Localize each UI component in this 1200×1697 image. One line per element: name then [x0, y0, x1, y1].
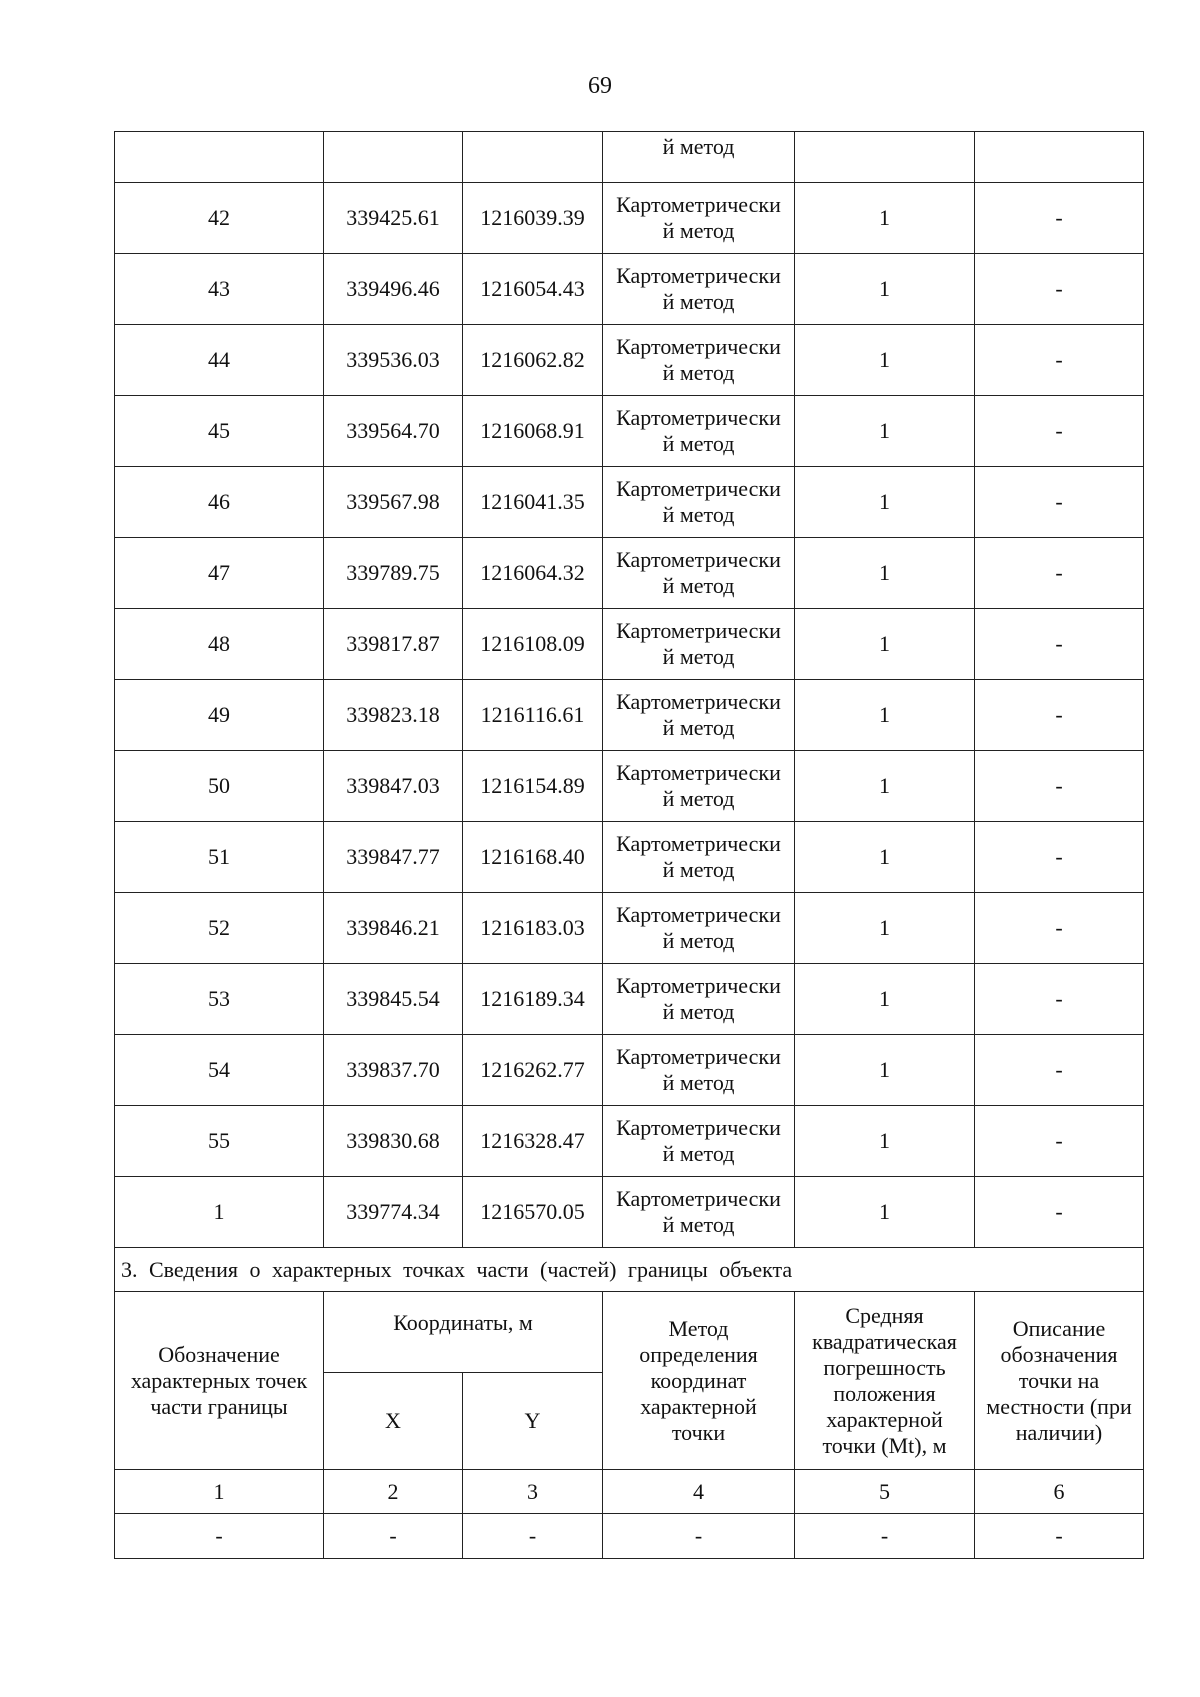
header-line: обозначения [1000, 1341, 1118, 1367]
cell-desc: - [975, 1177, 1144, 1248]
cell-x [324, 132, 463, 183]
cell-x: 339847.03 [324, 751, 463, 822]
boundary-points-table [114, 131, 1144, 1559]
cell-x: 339496.46 [324, 254, 463, 325]
cell-method [603, 538, 795, 609]
cell-point: 46 [115, 467, 324, 538]
empty-cell: - [795, 1514, 975, 1559]
cell-desc [975, 132, 1144, 183]
method-line1: Картометрически [616, 334, 781, 359]
cell-y [463, 132, 603, 183]
header-mt [795, 1292, 975, 1470]
cell-desc: - [975, 964, 1144, 1035]
method-line1: Картометрически [616, 1186, 781, 1211]
column-numbers-row [115, 1470, 1144, 1514]
cell-desc: - [975, 467, 1144, 538]
header-line: Метод [668, 1315, 729, 1341]
column-number: 3 [463, 1470, 603, 1514]
header-line: точки [671, 1419, 726, 1445]
cell-point [115, 132, 324, 183]
cell-method [603, 396, 795, 467]
header-line: характерных точек [130, 1367, 308, 1393]
method-line1: Картометрически [616, 831, 781, 856]
table-row [115, 467, 1144, 538]
cell-point: 54 [115, 1035, 324, 1106]
empty-cell: - [324, 1514, 463, 1559]
method-line2: й метод [662, 218, 735, 243]
table-row [115, 964, 1144, 1035]
cell-mt: 1 [795, 254, 975, 325]
method-line2: й метод [662, 857, 735, 882]
cell-desc: - [975, 538, 1144, 609]
cell-desc: - [975, 609, 1144, 680]
method-line2: й метод [662, 644, 735, 669]
cell-method [603, 609, 795, 680]
header-coordinates: Координаты, м [324, 1292, 603, 1373]
empty-cell: - [115, 1514, 324, 1559]
method-line1: Картометрически [616, 263, 781, 288]
header-line: точки (Mt), м [822, 1432, 947, 1458]
header-method [603, 1292, 795, 1470]
method-line1: Картометрически [616, 192, 781, 217]
header-y: Y [463, 1373, 603, 1470]
empty-cell: - [463, 1514, 603, 1559]
cell-x: 339837.70 [324, 1035, 463, 1106]
cell-desc: - [975, 822, 1144, 893]
page-number: 69 [588, 73, 612, 99]
table-row [115, 680, 1144, 751]
cell-mt: 1 [795, 822, 975, 893]
method-line2: й метод [662, 1070, 735, 1095]
cell-point: 55 [115, 1106, 324, 1177]
cell-point: 52 [115, 893, 324, 964]
cell-desc: - [975, 183, 1144, 254]
method-line2: й метод [662, 786, 735, 811]
cell-mt: 1 [795, 396, 975, 467]
table-row [115, 1177, 1144, 1248]
table-row [115, 609, 1144, 680]
cell-x: 339564.70 [324, 396, 463, 467]
cell-desc: - [975, 254, 1144, 325]
cell-mt: 1 [795, 467, 975, 538]
header-line: части границы [150, 1393, 288, 1419]
cell-method [603, 183, 795, 254]
cell-point: 45 [115, 396, 324, 467]
column-number: 4 [603, 1470, 795, 1514]
continued-row [115, 132, 1144, 183]
cell-method [603, 325, 795, 396]
cell-y: 1216154.89 [463, 751, 603, 822]
cell-mt: 1 [795, 1035, 975, 1106]
cell-desc: - [975, 396, 1144, 467]
cell-mt: 1 [795, 680, 975, 751]
method-line2: й метод [662, 928, 735, 953]
cell-mt: 1 [795, 183, 975, 254]
header-line: определения [639, 1341, 758, 1367]
cell-y: 1216054.43 [463, 254, 603, 325]
cell-point: 47 [115, 538, 324, 609]
method-line1: Картометрически [616, 547, 781, 572]
cell-x: 339845.54 [324, 964, 463, 1035]
cell-x: 339789.75 [324, 538, 463, 609]
cell-x: 339425.61 [324, 183, 463, 254]
table-row [115, 1035, 1144, 1106]
header-line: координат [650, 1367, 747, 1393]
header-designation [115, 1292, 324, 1470]
table-row [115, 822, 1144, 893]
method-line2: й метод [662, 1141, 735, 1166]
cell-x: 339567.98 [324, 467, 463, 538]
header-line: положения [833, 1380, 936, 1406]
cell-y: 1216328.47 [463, 1106, 603, 1177]
method-line1: Картометрически [616, 476, 781, 501]
cell-mt: 1 [795, 964, 975, 1035]
cell-point: 42 [115, 183, 324, 254]
cell-mt: 1 [795, 751, 975, 822]
method-line2: й метод [662, 1212, 735, 1237]
method-line2: й метод [662, 573, 735, 598]
cell-y: 1216262.77 [463, 1035, 603, 1106]
method-line1: Картометрически [616, 1044, 781, 1069]
cell-desc: - [975, 751, 1144, 822]
table-row [115, 751, 1144, 822]
cell-point: 43 [115, 254, 324, 325]
method-line1: Картометрически [616, 1115, 781, 1140]
cell-point: 53 [115, 964, 324, 1035]
cell-method [603, 680, 795, 751]
cell-x: 339536.03 [324, 325, 463, 396]
cell-method [603, 132, 795, 183]
cell-desc: - [975, 893, 1144, 964]
cell-mt: 1 [795, 325, 975, 396]
empty-cell: - [975, 1514, 1144, 1559]
cell-point: 50 [115, 751, 324, 822]
cell-y: 1216570.05 [463, 1177, 603, 1248]
header-line: погрешность [823, 1354, 946, 1380]
cell-method [603, 964, 795, 1035]
cell-y: 1216062.82 [463, 325, 603, 396]
header-line: характерной [640, 1393, 757, 1419]
table-row [115, 183, 1144, 254]
cell-mt: 1 [795, 538, 975, 609]
header-line: точки на [1018, 1367, 1100, 1393]
header-line: Описание [1012, 1315, 1106, 1341]
table-row [115, 325, 1144, 396]
header-line: местности (при [986, 1393, 1132, 1419]
header-x: X [324, 1373, 463, 1470]
cell-desc: - [975, 1106, 1144, 1177]
cell-desc: - [975, 680, 1144, 751]
table-row [115, 254, 1144, 325]
cell-mt: 1 [795, 893, 975, 964]
cell-x: 339847.77 [324, 822, 463, 893]
header-line: Обозначение [158, 1341, 280, 1367]
cell-mt [795, 132, 975, 183]
method-line1: Картометрически [616, 902, 781, 927]
cell-y: 1216189.34 [463, 964, 603, 1035]
cell-x: 339830.68 [324, 1106, 463, 1177]
cell-y: 1216041.35 [463, 467, 603, 538]
cell-x: 339846.21 [324, 893, 463, 964]
table-row [115, 1106, 1144, 1177]
cell-x: 339817.87 [324, 609, 463, 680]
header-line: Средняя [845, 1302, 924, 1328]
cell-x: 339823.18 [324, 680, 463, 751]
cell-y: 1216064.32 [463, 538, 603, 609]
cell-y: 1216039.39 [463, 183, 603, 254]
cell-method [603, 822, 795, 893]
cell-point: 49 [115, 680, 324, 751]
method-line1: Картометрически [616, 689, 781, 714]
method-line2: й метод [662, 289, 735, 314]
table-row [115, 893, 1144, 964]
method-line2: й метод [662, 715, 735, 740]
header-line: квадратическая [812, 1328, 957, 1354]
cell-y: 1216116.61 [463, 680, 603, 751]
header-line: характерной [826, 1406, 943, 1432]
cell-method [603, 467, 795, 538]
cell-method [603, 893, 795, 964]
cell-point: 44 [115, 325, 324, 396]
cell-y: 1216183.03 [463, 893, 603, 964]
cell-mt: 1 [795, 1177, 975, 1248]
method-line2: й метод [662, 431, 735, 456]
cell-y: 1216108.09 [463, 609, 603, 680]
cell-x: 339774.34 [324, 1177, 463, 1248]
method-tail: й метод [662, 134, 735, 159]
cell-y: 1216068.91 [463, 396, 603, 467]
header-line: наличии) [1015, 1419, 1103, 1445]
cell-method [603, 1106, 795, 1177]
cell-method [603, 1035, 795, 1106]
header-row-1 [115, 1292, 1144, 1373]
section-title: 3. Сведения о характерных точках части (частей) границы объекта [115, 1248, 1144, 1292]
table-row [115, 396, 1144, 467]
method-line1: Картометрически [616, 405, 781, 430]
cell-y: 1216168.40 [463, 822, 603, 893]
cell-method [603, 751, 795, 822]
header-description [975, 1292, 1144, 1470]
method-line2: й метод [662, 360, 735, 385]
method-line1: Картометрически [616, 973, 781, 998]
method-line1: Картометрически [616, 760, 781, 785]
cell-desc: - [975, 1035, 1144, 1106]
cell-mt: 1 [795, 1106, 975, 1177]
empty-cell: - [603, 1514, 795, 1559]
method-line2: й метод [662, 999, 735, 1024]
section-title-row [115, 1248, 1144, 1292]
cell-point: 1 [115, 1177, 324, 1248]
column-number: 2 [324, 1470, 463, 1514]
cell-point: 48 [115, 609, 324, 680]
cell-mt: 1 [795, 609, 975, 680]
column-number: 5 [795, 1470, 975, 1514]
cell-method [603, 1177, 795, 1248]
cell-method [603, 254, 795, 325]
method-line1: Картометрически [616, 618, 781, 643]
table-row [115, 538, 1144, 609]
method-line2: й метод [662, 502, 735, 527]
cell-point: 51 [115, 822, 324, 893]
column-number: 1 [115, 1470, 324, 1514]
cell-desc: - [975, 325, 1144, 396]
empty-data-row [115, 1514, 1144, 1559]
column-number: 6 [975, 1470, 1144, 1514]
